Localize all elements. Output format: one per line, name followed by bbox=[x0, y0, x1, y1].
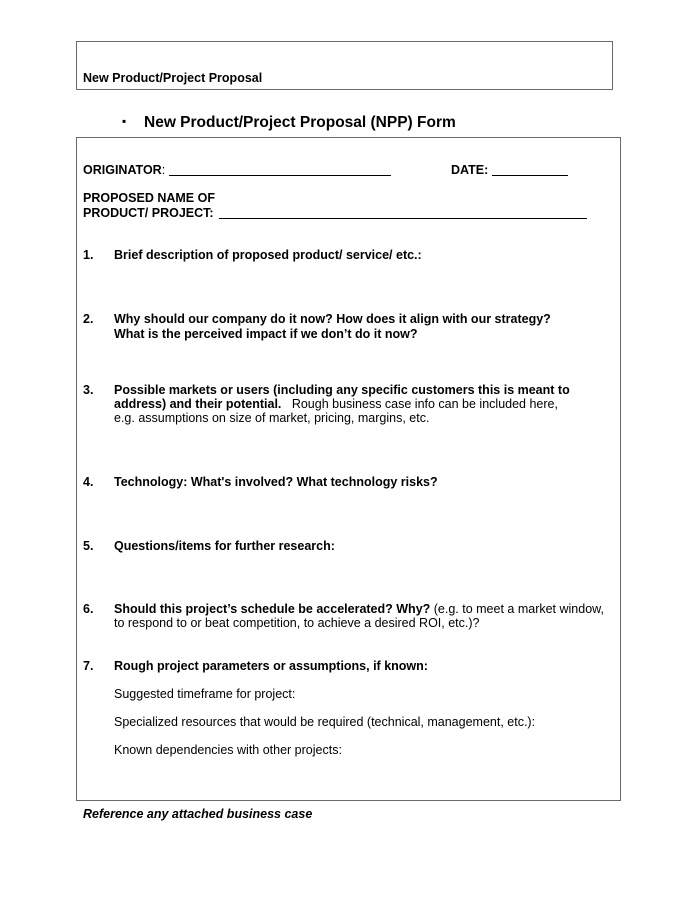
question-text-line1: Why should our company do it now? How does it align with our strategy? bbox=[114, 312, 551, 326]
question-text-normal: (e.g. to meet a market window, bbox=[430, 602, 604, 616]
question-number: 4. bbox=[83, 475, 94, 489]
date-row bbox=[451, 163, 568, 178]
originator-colon: : bbox=[161, 163, 166, 177]
date-label: DATE: bbox=[451, 163, 489, 177]
originator-field[interactable] bbox=[169, 163, 391, 176]
form-box bbox=[76, 137, 621, 801]
sub-item-timeframe: Suggested timeframe for project: bbox=[114, 687, 296, 701]
originator-row bbox=[83, 163, 391, 178]
sub-item-dependencies: Known dependencies with other projects: bbox=[114, 743, 342, 757]
question-text-line1 bbox=[114, 602, 604, 617]
question-number: 6. bbox=[83, 602, 94, 616]
originator-label: ORIGINATOR bbox=[83, 163, 162, 177]
question-number: 5. bbox=[83, 539, 94, 553]
proposed-name-label-line1: PROPOSED NAME OF bbox=[83, 191, 215, 205]
question-text: Brief description of proposed product/ service/ etc.: bbox=[114, 248, 422, 262]
proposed-name-field[interactable] bbox=[219, 206, 587, 219]
question-text-normal: Rough business case info can be included here, bbox=[291, 397, 558, 411]
question-text-bold: Should this project’s schedule be accelerated? Why? bbox=[114, 602, 431, 616]
document-header-title: New Product/Project Proposal bbox=[83, 71, 263, 85]
question-text: Technology: What's involved? What technology risks? bbox=[114, 475, 438, 489]
question-text: Rough project parameters or assumptions, if known: bbox=[114, 659, 428, 673]
form-heading-text: New Product/Project Proposal (NPP) Form bbox=[144, 114, 456, 131]
question-text-line2: to respond to or beat competition, to achieve a desired ROI, etc.)? bbox=[114, 616, 480, 630]
question-number: 7. bbox=[83, 659, 94, 673]
question-text-line2 bbox=[114, 397, 558, 412]
form-heading bbox=[122, 114, 456, 132]
footer-note: Reference any attached business case bbox=[83, 807, 313, 821]
question-text-line1: Possible markets or users (including any specific customers this is meant to bbox=[114, 383, 570, 397]
question-number: 3. bbox=[83, 383, 94, 397]
bullet-icon: ▪ bbox=[122, 114, 127, 128]
proposed-name-row bbox=[83, 206, 587, 221]
question-text-line2: What is the perceived impact if we don’t do it now? bbox=[114, 327, 418, 341]
sub-item-resources: Specialized resources that would be required (technical, management, etc.): bbox=[114, 715, 536, 729]
question-number: 1. bbox=[83, 248, 94, 262]
question-text: Questions/items for further research: bbox=[114, 539, 335, 553]
question-text-bold: address) and their potential. bbox=[114, 397, 282, 411]
date-field[interactable] bbox=[492, 163, 568, 176]
proposed-name-label-line2: PRODUCT/ PROJECT: bbox=[83, 206, 214, 220]
question-text-line3: e.g. assumptions on size of market, pricing, margins, etc. bbox=[114, 411, 430, 425]
header-box bbox=[76, 41, 613, 90]
question-number: 2. bbox=[83, 312, 94, 326]
